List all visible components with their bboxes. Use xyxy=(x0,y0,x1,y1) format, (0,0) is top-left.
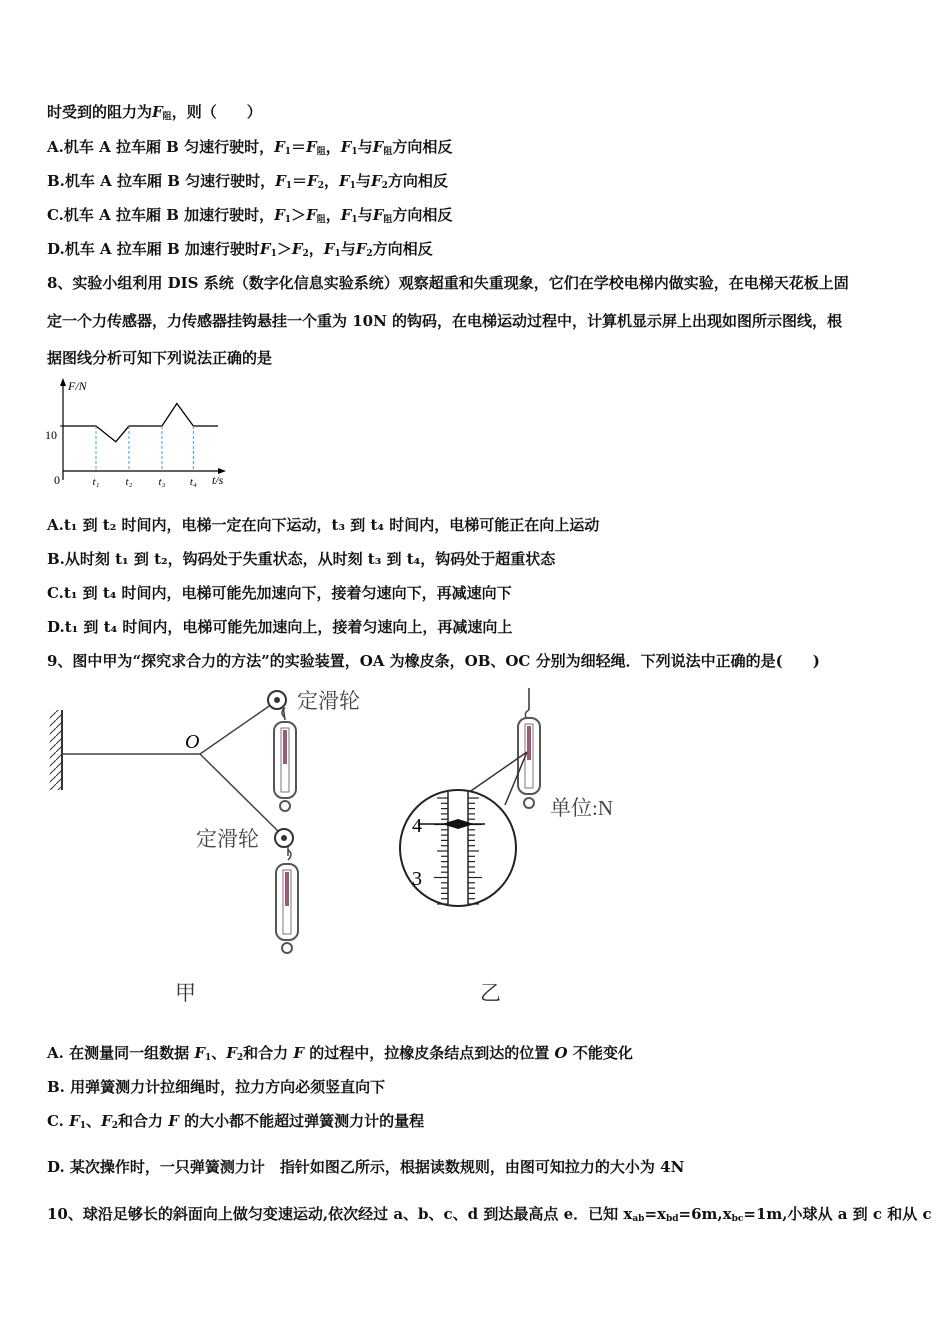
x-axis-label: t/s xyxy=(212,473,224,487)
y-axis-label: F/N xyxy=(68,379,87,393)
x-tick-label-t3: t₃ xyxy=(158,476,166,488)
cord-ob xyxy=(200,702,275,754)
x-tick-label-t1: t₁ xyxy=(92,476,100,488)
q9-option-d: D. 某次操作时，一只弹簧测力计 指针如图乙所示，根据读数规则，由图可知拉力的大小为 4N xyxy=(47,1158,685,1176)
magnified-scale xyxy=(400,790,516,906)
knot-o-label: O xyxy=(185,731,200,753)
cord-oc xyxy=(200,754,282,835)
q9-experiment-figure xyxy=(40,680,640,1010)
q8-option-d: D.t₁ 到 t₄ 时间内，电梯可能先加速向上，接着匀速向上，再减速向上 xyxy=(47,618,513,636)
q7-stem-tail: 时受到的阻力为$F_阻$，则（ ） xyxy=(47,103,262,122)
q7-option-a: A.机车 A 拉车厢 B 匀速行驶时，$F_1=F_阻$，$F_1$与$F_阻$方向相反 xyxy=(47,138,453,157)
q9-stem: 9、图中甲为“探究求合力的方法”的实验装置，OA 为橡皮条，OB、OC 分别为细轻绳．下列说法中正确的是( ) xyxy=(47,652,820,670)
y-tick-label-10: 10 xyxy=(45,428,57,442)
q8-stem-line3: 据图线分析可知下列说法正确的是 xyxy=(47,349,273,367)
unit-label: 单位:N xyxy=(550,796,613,820)
spring-scale-top-icon xyxy=(274,708,296,811)
q9-option-b: B. 用弹簧测力计拉细绳时，拉力方向必须竖直向下 xyxy=(47,1078,386,1096)
q10-stem: 10、球沿足够长的斜面向上做匀变速运动,依次经过 a、b、c、d 到达最高点 e．已知 $x_{ab}=x_{bd}=6m,x_{bc}=1m$,小球从 a 到 c 和从 c xyxy=(47,1205,932,1224)
figure-jia-label: 甲 xyxy=(175,981,196,1005)
x-tick-label-t4: t₄ xyxy=(189,476,197,488)
q7-option-c: C.机车 A 拉车厢 B 加速行驶时，$F_1>F_阻$，$F_1$与$F_阻$方向相反 xyxy=(47,206,453,225)
q8-option-c: C.t₁ 到 t₄ 时间内，电梯可能先加速向下，接着匀速向下，再减速向下 xyxy=(47,584,512,602)
bottom-pulley-icon xyxy=(275,829,293,847)
scale-label-3: 3 xyxy=(412,868,422,890)
y-axis-arrow xyxy=(60,378,66,386)
spring-scale-yi-icon xyxy=(518,710,540,808)
scale-label-4: 4 xyxy=(412,815,422,837)
bottom-pulley-label: 定滑轮 xyxy=(196,827,259,851)
wall xyxy=(50,710,62,790)
force-curve xyxy=(63,404,218,442)
q8-stem-line2: 定一个力传感器，力传感器挂钩悬挂一个重为 10N 的钩码，在电梯运动过程中，计算机显示屏上出现如图所示图线，根 xyxy=(47,312,843,330)
q9-option-a: A. 在测量同一组数据 $F_1$、$F_2$和合力 F 的过程中，拉橡皮条结点到达的位置 O 不能变化 xyxy=(47,1044,633,1063)
top-pulley-label: 定滑轮 xyxy=(297,689,360,713)
spring-scale-bottom-icon xyxy=(276,850,298,953)
q9-option-c: C. $F_1$、$F_2$和合力 F 的大小都不能超过弹簧测力计的量程 xyxy=(47,1112,425,1131)
q8-option-a: A.t₁ 到 t₂ 时间内，电梯一定在向下运动，t₃ 到 t₄ 时间内，电梯可能正在向上运动 xyxy=(47,516,600,534)
x-tick-label-t2: t₂ xyxy=(125,476,133,488)
q7-option-d: D.机车 A 拉车厢 B 加速行驶时$F_1>F_2$，$F_1$与$F_2$方向相反 xyxy=(47,240,433,259)
figure-yi-label: 乙 xyxy=(480,981,501,1005)
q8-force-time-chart xyxy=(40,372,240,492)
q8-option-b: B.从时刻 t₁ 到 t₂，钩码处于失重状态，从时刻 t₃ 到 t₄，钩码处于超重状态 xyxy=(47,550,556,568)
origin-label: 0 xyxy=(54,473,60,487)
chart-axes xyxy=(60,378,226,480)
q7-option-b: B.机车 A 拉车厢 B 匀速行驶时，$F_1=F_2$，$F_1$与$F_2$方向相反 xyxy=(47,172,448,191)
q8-stem-line1: 8、实验小组利用 DIS 系统（数字化信息实验系统）观察超重和失重现象，它们在学校电梯内做实验，在电梯天花板上固 xyxy=(47,274,849,292)
